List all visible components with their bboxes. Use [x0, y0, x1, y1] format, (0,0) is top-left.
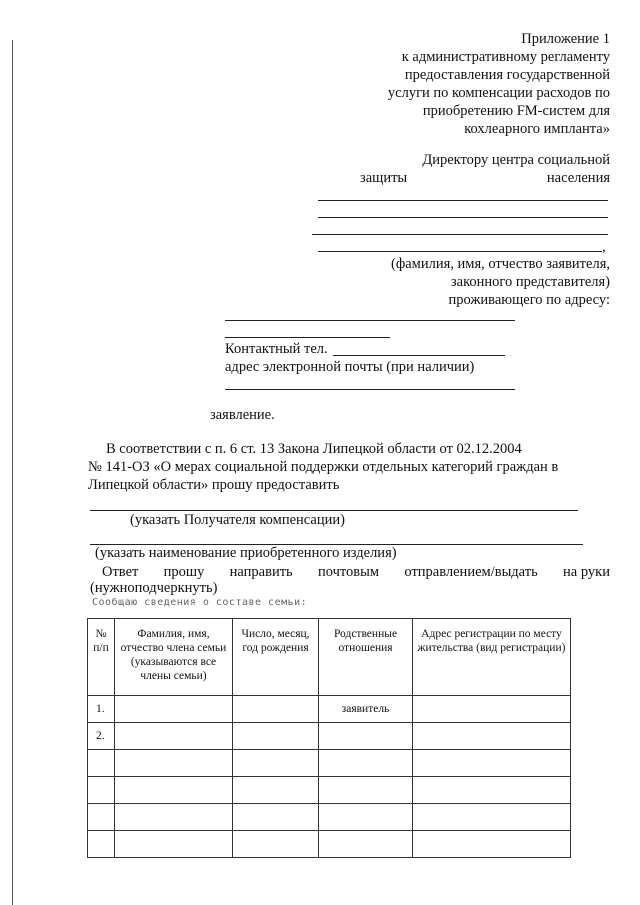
table-cell: 2. [88, 723, 115, 750]
page-edge [12, 40, 13, 905]
column-header-address: Адрес регистрации по месту жительства (вид регистрации) [413, 619, 571, 696]
column-header-birthdate: Число, месяц, год рождения [233, 619, 319, 696]
column-header-number: № п/п [88, 619, 115, 696]
table-row [88, 804, 571, 831]
answer-word: прошу [163, 564, 205, 580]
column-header-name: Фамилия, имя, отчество члена семьи (указываются все члены семьи) [115, 619, 233, 696]
table-cell[interactable] [319, 831, 413, 858]
answer-word: на руки [563, 564, 610, 580]
table-cell[interactable] [233, 750, 319, 777]
appendix-header [340, 30, 610, 138]
applicant-hint-line: проживающего по адресу: [448, 292, 610, 308]
table-cell[interactable] [233, 804, 319, 831]
table-cell[interactable] [233, 831, 319, 858]
table-cell[interactable] [115, 831, 233, 858]
table-cell [88, 804, 115, 831]
phone-blank-line[interactable] [333, 355, 505, 356]
table-cell[interactable] [233, 723, 319, 750]
answer-word: отправлением/выдать [404, 564, 538, 580]
document-title: заявление. [210, 407, 275, 423]
applicant-blank-line[interactable] [318, 217, 608, 218]
answer-word: почтовым [317, 564, 380, 580]
addressee-line2 [360, 169, 610, 187]
answer-word: Ответ [102, 564, 139, 580]
contact-block [225, 340, 474, 376]
table-row [88, 696, 571, 723]
applicant-hint [350, 255, 610, 309]
table-cell[interactable] [319, 750, 413, 777]
family-table [87, 618, 571, 858]
applicant-comma: , [602, 239, 606, 255]
address-blank-line[interactable] [225, 337, 390, 338]
email-blank-line[interactable] [225, 389, 515, 390]
answer-word: направить [229, 564, 293, 580]
body-line: № 141-ОЗ «О мерах социальной поддержки отдельных категорий граждан в [88, 459, 559, 475]
addressee-word-right: населения [546, 170, 610, 186]
table-row [88, 750, 571, 777]
body-line: Липецкой области» прошу предоставить [88, 477, 340, 493]
email-label: адрес электронной почты (при наличии) [225, 359, 475, 375]
table-cell[interactable] [115, 723, 233, 750]
addressee-line1: Директору центра социальной [422, 152, 610, 168]
table-cell[interactable] [115, 777, 233, 804]
table-cell[interactable] [413, 804, 571, 831]
answer-block [90, 564, 610, 596]
table-cell[interactable] [413, 831, 571, 858]
table-cell[interactable] [319, 723, 413, 750]
table-cell[interactable] [413, 750, 571, 777]
item-hint: (указать наименование приобретенного изделия) [95, 545, 397, 561]
table-row [88, 831, 571, 858]
answer-line [90, 564, 610, 580]
applicant-blank-line[interactable] [312, 234, 608, 235]
table-cell [88, 777, 115, 804]
table-row [88, 777, 571, 804]
appendix-line: предоставления государственной [404, 67, 610, 83]
addressee-block [360, 151, 610, 187]
addressee-word-left: защиты [360, 170, 408, 186]
family-caption: Сообщаю сведения о составе семьи: [92, 597, 308, 608]
table-cell[interactable] [413, 777, 571, 804]
appendix-line: кохлеарного импланта» [464, 121, 610, 137]
column-header-relation: Родственные отношения [319, 619, 413, 696]
appendix-line: к административному регламенту [401, 49, 610, 65]
table-cell[interactable] [115, 696, 233, 723]
table-cell[interactable] [413, 696, 571, 723]
table-cell[interactable] [233, 696, 319, 723]
applicant-hint-line: законного представителя) [450, 274, 610, 290]
table-cell[interactable] [233, 777, 319, 804]
address-blank-line[interactable] [225, 320, 515, 321]
applicant-blank-line[interactable] [318, 251, 602, 252]
recipient-blank-line[interactable] [90, 510, 578, 511]
applicant-hint-line: (фамилия, имя, отчество заявителя, [391, 256, 610, 272]
table-cell[interactable] [413, 723, 571, 750]
phone-label: Контактный тел. [225, 341, 328, 357]
table-cell: заявитель [319, 696, 413, 723]
table-cell[interactable] [115, 804, 233, 831]
appendix-line: услуги по компенсации расходов по [387, 85, 610, 101]
table-cell [88, 750, 115, 777]
answer-underline-hint: (нужноподчеркнуть) [90, 580, 218, 596]
table-cell[interactable] [319, 777, 413, 804]
table-row [88, 723, 571, 750]
table-cell[interactable] [115, 750, 233, 777]
applicant-blank-line[interactable] [318, 200, 608, 201]
appendix-line: приобретению FM-систем для [422, 103, 610, 119]
table-cell [88, 831, 115, 858]
table-cell[interactable] [319, 804, 413, 831]
body-line: В соответствии с п. 6 ст. 13 Закона Липецкой области от 02.12.2004 [106, 441, 522, 457]
appendix-line: Приложение 1 [521, 31, 610, 47]
table-header-row [88, 619, 571, 696]
recipient-hint: (указать Получателя компенсации) [130, 512, 345, 528]
table-cell: 1. [88, 696, 115, 723]
body-paragraph [88, 440, 583, 494]
